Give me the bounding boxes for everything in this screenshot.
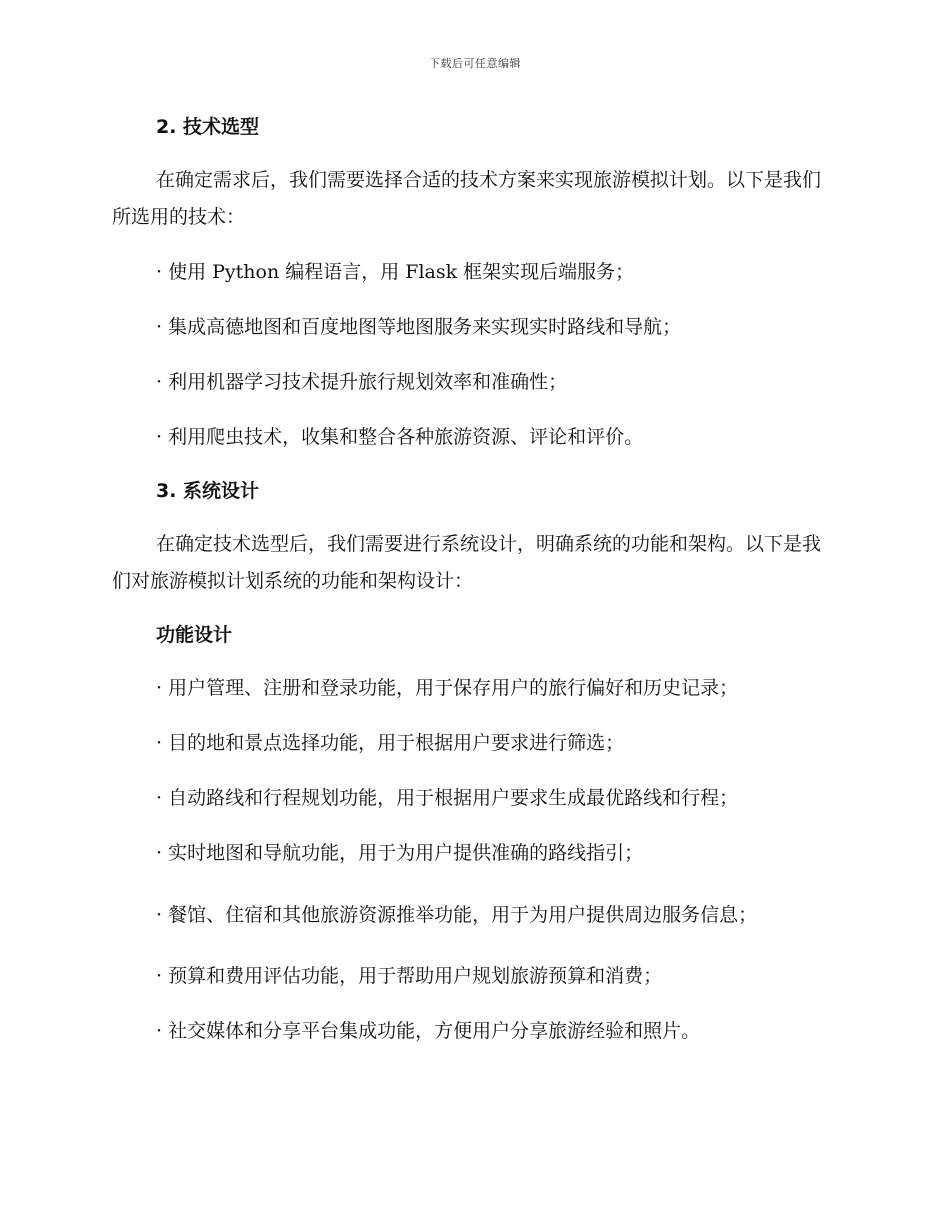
list-item: · 预算和费用评估功能，用于帮助用户规划旅游预算和消费；: [156, 965, 663, 987]
list-item: · 社交媒体和分享平台集成功能，方便用户分享旅游经验和照片。: [156, 1020, 701, 1042]
section-heading-design: 3. 系统设计: [156, 480, 260, 502]
list-item: · 用户管理、注册和登录功能，用于保存用户的旅行偏好和历史记录；: [156, 677, 739, 699]
list-item: · 自动路线和行程规划功能，用于根据用户要求生成最优路线和行程；: [156, 787, 739, 809]
list-item: · 实时地图和导航功能，用于为用户提供准确的路线指引；: [156, 842, 644, 864]
section-heading-tech: 2. 技术选型: [156, 116, 260, 138]
list-item: · 利用机器学习技术提升旅行规划效率和准确性；: [156, 371, 568, 393]
list-item: · 使用 Python 编程语言，用 Flask 框架实现后端服务；: [156, 261, 635, 283]
list-item: · 集成高德地图和百度地图等地图服务来实现实时路线和导航；: [156, 316, 682, 338]
subsection-heading-function: 功能设计: [156, 624, 233, 646]
list-item: · 餐馆、住宿和其他旅游资源推举功能，用于为用户提供周边服务信息；: [156, 904, 758, 926]
section-intro-design: 在确定技术选型后，我们需要进行系统设计，明确系统的功能和架构。以下是我们对旅游模拟计划系统的功能和架构设计：: [112, 533, 822, 592]
header-note: 下载后可任意编辑: [429, 57, 521, 70]
list-item: · 利用爬虫技术，收集和整合各种旅游资源、评论和评价。: [156, 426, 644, 448]
list-item: · 目的地和景点选择功能，用于根据用户要求进行筛选；: [156, 732, 625, 754]
document-body: [112, 110, 838, 1050]
section-intro-tech: 在确定需求后，我们需要选择合适的技术方案来实现旅游模拟计划。以下是我们所选用的技术：: [112, 169, 822, 228]
